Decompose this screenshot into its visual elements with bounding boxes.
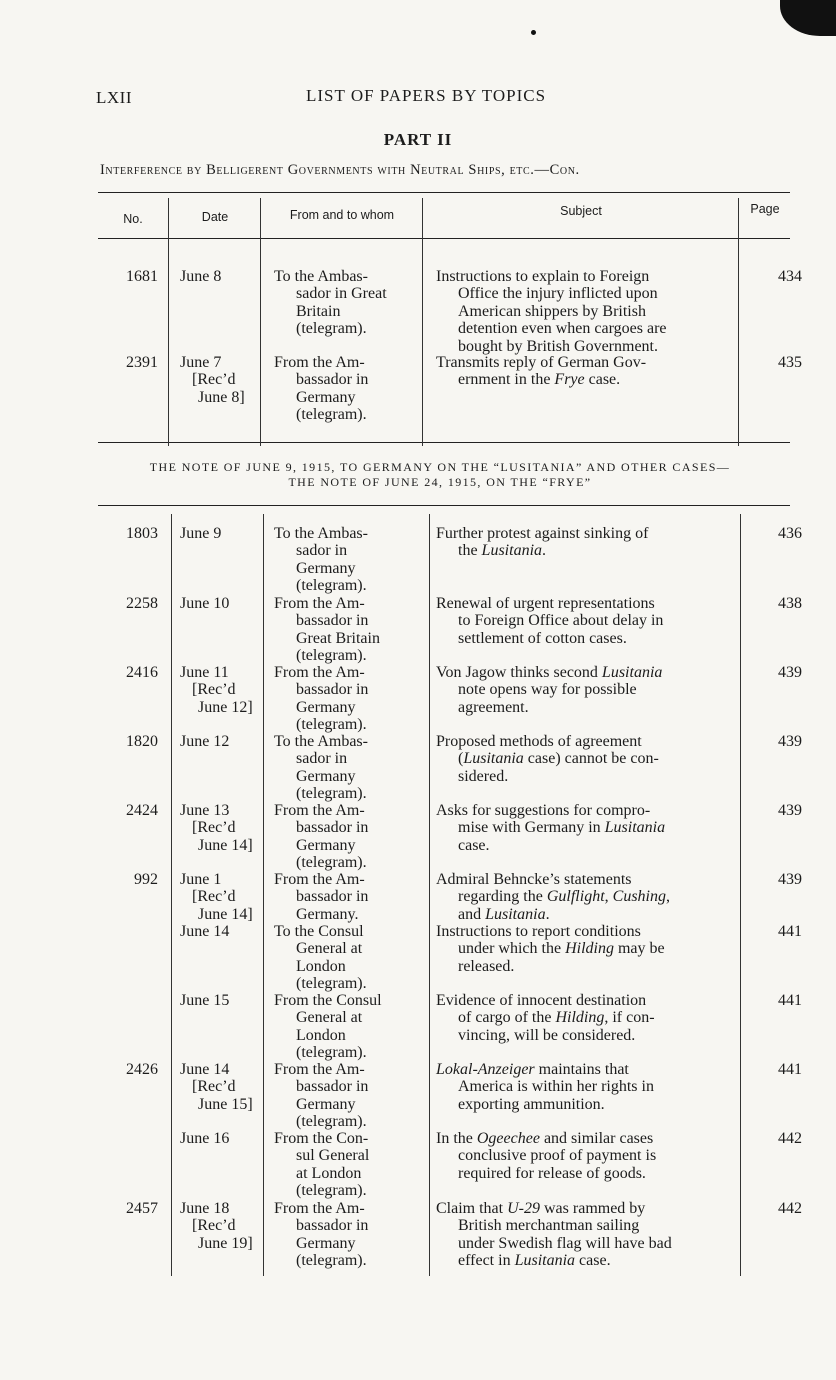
subject-line: ernment in the Frye case.	[458, 371, 621, 389]
subject-line: released.	[458, 957, 515, 975]
subject-line: settlement of cotton cases.	[458, 629, 627, 647]
from-line: To the Ambas-	[274, 733, 368, 750]
paper-date	[180, 992, 270, 1009]
subject	[436, 664, 738, 716]
from-line: at London	[296, 1164, 362, 1182]
date-line: June 11	[180, 664, 229, 681]
section-title-line-2: THE NOTE OF JUNE 24, 1915, ON THE “FRYE”	[288, 475, 592, 489]
from-line: From the Am-	[274, 664, 365, 681]
from-line: Britain	[296, 302, 341, 320]
page-reference: 442	[778, 1200, 802, 1217]
from-line: (telegram).	[296, 406, 367, 424]
paper-number: 1820	[126, 733, 158, 750]
subject-line: mise with Germany in Lusitania	[458, 819, 666, 837]
subject	[436, 525, 738, 560]
from-line: Great Britain	[296, 629, 380, 647]
subject-line: under Swedish flag will have bad	[458, 1234, 672, 1252]
subject-line: Proposed methods of agreement	[436, 733, 642, 750]
from-line: bassador in	[296, 1217, 369, 1235]
paper-date	[180, 802, 270, 854]
from-line: (telegram).	[296, 577, 367, 595]
paper-number: 1681	[126, 268, 158, 285]
section-title-line-1: THE NOTE OF JUNE 9, 1915, TO GERMANY ON THE “LUSITANIA” AND OTHER CASES—	[149, 460, 731, 474]
subject-line: agreement.	[458, 698, 529, 716]
from-line: From the Am-	[274, 1200, 365, 1217]
table2-divider-1	[171, 514, 172, 1276]
subject-line: British merchantman sailing	[458, 1217, 640, 1235]
paper-date	[180, 871, 270, 923]
from-line: To the Ambas-	[274, 268, 368, 285]
subject-line: case.	[458, 836, 490, 854]
subject-line: detention even when cargoes are	[458, 320, 667, 338]
column-header-date: Date	[201, 210, 229, 224]
subject	[436, 1061, 738, 1113]
date-line: [Rec’d	[192, 371, 236, 389]
subject-line: Instructions to report conditions	[436, 923, 641, 940]
subject	[436, 733, 738, 785]
subject-line: Instructions to explain to Foreign	[436, 268, 650, 285]
date-line: June 14]	[198, 836, 253, 854]
from-line: General at	[296, 940, 363, 958]
date-line: June 1	[180, 871, 222, 888]
subject	[436, 802, 738, 854]
from-and-to-whom	[274, 1200, 422, 1270]
subject-line: Evidence of innocent destination	[436, 992, 647, 1009]
from-line: General at	[296, 1009, 363, 1027]
subject	[436, 923, 738, 975]
subject-line: sidered.	[458, 767, 509, 785]
date-line: June 10	[180, 595, 230, 612]
subject-line: the Lusitania.	[458, 542, 547, 560]
subject-line: America is within her rights in	[458, 1078, 654, 1096]
from-and-to-whom	[274, 733, 422, 803]
paper-date	[180, 268, 270, 285]
subject-line: conclusive proof of payment is	[458, 1147, 657, 1165]
subject-line: required for release of goods.	[458, 1164, 646, 1182]
from-line: (telegram).	[296, 854, 367, 872]
date-line: [Rec’d	[192, 1217, 236, 1235]
paper-date	[180, 525, 270, 542]
date-line: [Rec’d	[192, 819, 236, 837]
from-line: Germany	[296, 836, 356, 854]
column-header-subject: Subject	[560, 204, 602, 218]
from-line: bassador in	[296, 612, 369, 630]
from-and-to-whom	[274, 923, 422, 993]
from-line: bassador in	[296, 888, 369, 906]
from-line: (telegram).	[296, 320, 367, 338]
table1-divider-3	[422, 198, 423, 446]
part-heading: PART II	[383, 130, 453, 149]
paper-date	[180, 664, 270, 716]
subject-line: note opens way for possible	[458, 681, 637, 699]
table1-divider-4	[738, 198, 739, 446]
page-reference: 438	[778, 595, 802, 612]
subject-line: Further protest against sinking of	[436, 525, 649, 542]
from-line: sador in	[296, 750, 348, 768]
paper-number: 2457	[126, 1200, 158, 1217]
from-line: Germany	[296, 1095, 356, 1113]
date-line: June 12]	[198, 698, 253, 716]
from-and-to-whom	[274, 664, 422, 734]
date-line: June 15]	[198, 1095, 253, 1113]
subject-line: effect in Lusitania case.	[458, 1252, 611, 1270]
date-line: [Rec’d	[192, 1078, 236, 1096]
section-title-neutral-ships: Interference by Belligerent Governments with Neutral Ships, etc.—Con.	[100, 162, 580, 178]
from-line: To the Consul	[274, 923, 364, 940]
date-line: June 16	[180, 1130, 230, 1147]
column-header-page: Page	[750, 202, 780, 216]
paper-number: 2391	[126, 354, 158, 371]
date-line: [Rec’d	[192, 681, 236, 699]
page-reference: 441	[778, 923, 802, 940]
subject	[436, 871, 738, 923]
from-line: From the Am-	[274, 595, 365, 612]
from-line: From the Con-	[274, 1130, 369, 1147]
from-line: (telegram).	[296, 785, 367, 803]
date-line: June 12	[180, 733, 230, 750]
page-reference: 436	[778, 525, 802, 542]
subject-line: American shippers by British	[458, 302, 646, 320]
from-line: Germany.	[296, 905, 359, 923]
page-reference: 434	[778, 268, 802, 285]
subject-line: regarding the Gulflight, Cushing,	[458, 888, 670, 906]
from-and-to-whom	[274, 525, 422, 595]
from-line: Germany	[296, 559, 356, 577]
table1-top-rule	[98, 192, 790, 193]
date-line: June 14	[180, 923, 230, 940]
paper-date	[180, 1061, 270, 1113]
from-line: bassador in	[296, 819, 369, 837]
from-line: From the Consul	[274, 992, 382, 1009]
from-line: (telegram).	[296, 1252, 367, 1270]
from-line: bassador in	[296, 681, 369, 699]
from-line: From the Am-	[274, 871, 365, 888]
date-line: June 15	[180, 992, 230, 1009]
table1-bottom-rule	[98, 442, 790, 443]
paper-date	[180, 733, 270, 750]
subject-line: vincing, will be considered.	[458, 1026, 636, 1044]
from-line: From the Am-	[274, 1061, 365, 1078]
paper-number: 1803	[126, 525, 158, 542]
paper-date	[180, 1200, 270, 1252]
from-line: bassador in	[296, 371, 369, 389]
page-reference: 439	[778, 802, 802, 819]
from-line: From the Am-	[274, 802, 365, 819]
from-and-to-whom	[274, 992, 422, 1062]
subject-line: and Lusitania.	[458, 905, 550, 923]
date-line: June 13	[180, 802, 230, 819]
from-line: sador in Great	[296, 285, 387, 303]
date-line: [Rec’d	[192, 888, 236, 906]
from-and-to-whom	[274, 595, 422, 665]
from-line: (telegram).	[296, 647, 367, 665]
from-line: London	[296, 957, 346, 975]
paper-date	[180, 1130, 270, 1147]
table2-divider-3	[429, 514, 430, 1276]
subject	[436, 1200, 738, 1270]
from-and-to-whom	[274, 802, 422, 872]
subject-line: of cargo of the Hilding, if con-	[458, 1009, 655, 1027]
subject-line: Lokal-Anzeiger maintains that	[436, 1061, 629, 1078]
page-reference: 441	[778, 1061, 802, 1078]
from-and-to-whom	[274, 268, 422, 338]
running-title: LIST OF PAPERS BY TOPICS	[306, 86, 547, 105]
date-line: June 7	[180, 354, 222, 371]
from-and-to-whom	[274, 871, 422, 923]
subject-line: Asks for suggestions for compro-	[436, 802, 651, 819]
from-line: bassador in	[296, 1078, 369, 1096]
table1-divider-1	[168, 198, 169, 446]
from-line: Germany	[296, 767, 356, 785]
date-line: June 18	[180, 1200, 230, 1217]
paper-number: 2416	[126, 664, 158, 681]
page-reference: 439	[778, 733, 802, 750]
subject-line: Claim that U-29 was rammed by	[436, 1200, 646, 1217]
from-line: (telegram).	[296, 1044, 367, 1062]
column-header-no: No.	[123, 212, 143, 226]
page-reference: 435	[778, 354, 802, 371]
subject-line: under which the Hilding may be	[458, 940, 665, 958]
date-line: June 14	[180, 1061, 230, 1078]
from-line: London	[296, 1026, 346, 1044]
subject	[436, 595, 738, 647]
subject-line: In the Ogeechee and similar cases	[436, 1130, 654, 1147]
subject-line: Transmits reply of German Gov-	[436, 354, 647, 371]
from-and-to-whom	[274, 1061, 422, 1131]
date-line: June 19]	[198, 1234, 253, 1252]
from-line: Germany	[296, 698, 356, 716]
subject-line: bought by British Government.	[458, 337, 658, 355]
from-line: (telegram).	[296, 1113, 367, 1131]
subject	[436, 268, 738, 355]
subject-line: Von Jagow thinks second Lusitania	[436, 664, 663, 681]
subject-line: to Foreign Office about delay in	[458, 612, 664, 630]
paper-number: 992	[134, 871, 158, 888]
from-line: Germany	[296, 1234, 356, 1252]
from-line: (telegram).	[296, 975, 367, 993]
paper-number: 2424	[126, 802, 158, 819]
from-and-to-whom	[274, 354, 422, 424]
from-line: sador in	[296, 542, 348, 560]
ink-blot	[780, 0, 836, 36]
page-reference: 439	[778, 664, 802, 681]
subject-line: Admiral Behncke’s statements	[436, 871, 632, 888]
table2-top-rule	[98, 505, 790, 506]
ink-dot	[531, 30, 536, 35]
date-line: June 14]	[198, 905, 253, 923]
page-number: LXII	[96, 88, 132, 107]
subject	[436, 992, 738, 1044]
from-and-to-whom	[274, 1130, 422, 1200]
column-header-from: From and to whom	[289, 208, 395, 222]
subject-line: Renewal of urgent representations	[436, 595, 655, 612]
subject-line: (Lusitania case) cannot be con-	[458, 750, 659, 768]
section-title-lusitania	[90, 460, 790, 490]
subject-line: exporting ammunition.	[458, 1095, 605, 1113]
table1-divider-2	[260, 198, 261, 446]
from-line: sul General	[296, 1147, 370, 1165]
from-line: (telegram).	[296, 716, 367, 734]
page-reference: 441	[778, 992, 802, 1009]
page-reference: 442	[778, 1130, 802, 1147]
subject-line: Office the injury inflicted upon	[458, 285, 658, 303]
from-line: From the Am-	[274, 354, 365, 371]
paper-number: 2258	[126, 595, 158, 612]
date-line: June 8	[180, 268, 222, 285]
date-line: June 9	[180, 525, 222, 542]
from-line: Germany	[296, 388, 356, 406]
subject	[436, 1130, 738, 1182]
from-line: (telegram).	[296, 1182, 367, 1200]
table1-header-rule	[98, 238, 790, 239]
paper-date	[180, 595, 270, 612]
table2-divider-4	[740, 514, 741, 1276]
subject	[436, 354, 738, 389]
page-reference: 439	[778, 871, 802, 888]
paper-date	[180, 923, 270, 940]
paper-date	[180, 354, 270, 406]
paper-number: 2426	[126, 1061, 158, 1078]
from-line: To the Ambas-	[274, 525, 368, 542]
date-line: June 8]	[198, 388, 245, 406]
